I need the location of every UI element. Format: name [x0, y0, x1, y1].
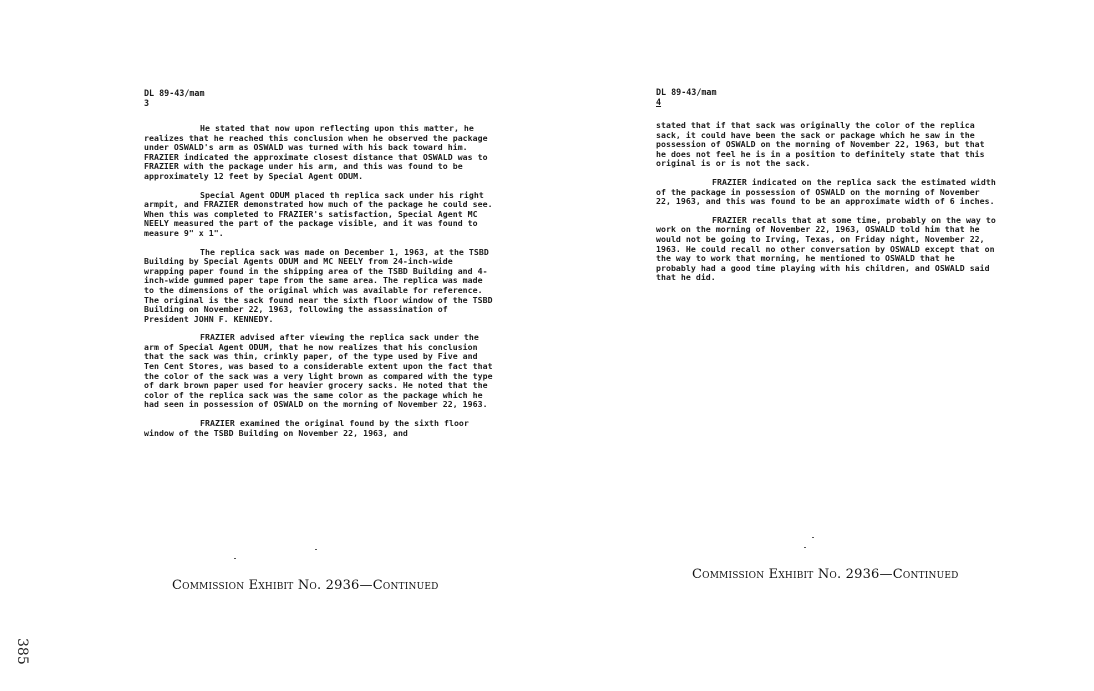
right-document-page: [547, 0, 1094, 691]
typed-report-body: [656, 121, 996, 292]
paragraph: FRAZIER indicated on the replica sack the estimated width of the package in possession of OSWALD on the morning of November 22, 1963, and this was found to be an approximate width of 6 inches.: [656, 176, 996, 207]
page-number: 3: [144, 98, 150, 108]
side-page-number: 385: [14, 638, 30, 665]
paragraph: He stated that now upon reflecting upon this matter, he realizes that he reached this conclusion when he observed the package under OSWALD's arm as OSWALD was turned with his back toward him. FRAZIER indicated the approximate closest distance that OSWALD was to FRAZIER with the package under his arm, and this was found to be approximately 12 feet by Special Agent ODUM.: [144, 123, 488, 181]
file-number: DL 89-43/mam: [144, 88, 205, 98]
paragraph: Special Agent ODUM placed th replica sack under his right armpit, and FRAZIER demonstrated how much of the package he could see. When this was completed to FRAZIER's satisfaction, Special Agent MC NEELY measured the part of the package visible, and it was found to measure 9" x 1".: [144, 189, 493, 238]
paragraph: FRAZIER advised after viewing the replica sack under the arm of Special Agent ODUM, that he now realizes that his conclusion that the sack was thin, crinkly paper, of the type used by Five and Ten Cent Stores, was based to a considerable extent upon the fact that the color of the sack was a very light brown as compared with the type of dark brown paper used for heavier grocery sacks. He noted that the color of the replica sack was the same color as the package which he had seen in possession of OSWALD on the morning of November 22, 1963.: [144, 332, 493, 410]
typed-report-body: [144, 124, 496, 447]
file-reference-header: [144, 88, 205, 108]
scan-speck: [315, 549, 317, 550]
paragraph: The replica sack was made on December 1, 1963, at the TSBD Building by Special Agents ODUM and MC NEELY from 24-inch-wide wrapping paper found in the shipping area of the TSBD Building and 4-inch-wide gummed paper tape from the same area. The replica was made to the dimensions of the original which was available for reference. The original is the sack found near the sixth floor window of the TSBD Building on November 22, 1963, following the assassination of President JOHN F. KENNEDY.: [144, 246, 493, 324]
paragraph: FRAZIER recalls that at some time, probably on the way to work on the morning of November 22, 1963, OSWALD told him that he would not be going to Irving, Texas, on Friday night, November 22, 1963. He could recall no other conversation by OSWALD except that on the way to work that morning, he mentioned to OSWALD that he probably had a good time playing with his children, and OSWALD said that he did.: [656, 214, 996, 283]
paragraph: stated that if that sack was originally the color of the replica sack, it could have been the sack or package which he saw in the possession of OSWALD on the morning of November 22, 1963, but that he does not feel he is in a position to definitely state that this original is or is not the sack.: [656, 120, 985, 169]
exhibit-caption: Commission Exhibit No. 2936—Continued: [172, 578, 439, 593]
scan-speck: [234, 558, 236, 559]
scan-speck: [804, 547, 806, 548]
scan-speck: [812, 537, 814, 538]
exhibit-caption: Commission Exhibit No. 2936—Continued: [692, 567, 959, 582]
paragraph: FRAZIER examined the original found by the sixth floor window of the TSBD Building on November 22, 1963, and: [144, 418, 469, 438]
file-reference-header: [656, 87, 717, 107]
page-number: 4: [656, 97, 662, 107]
file-number: DL 89-43/mam: [656, 87, 717, 97]
